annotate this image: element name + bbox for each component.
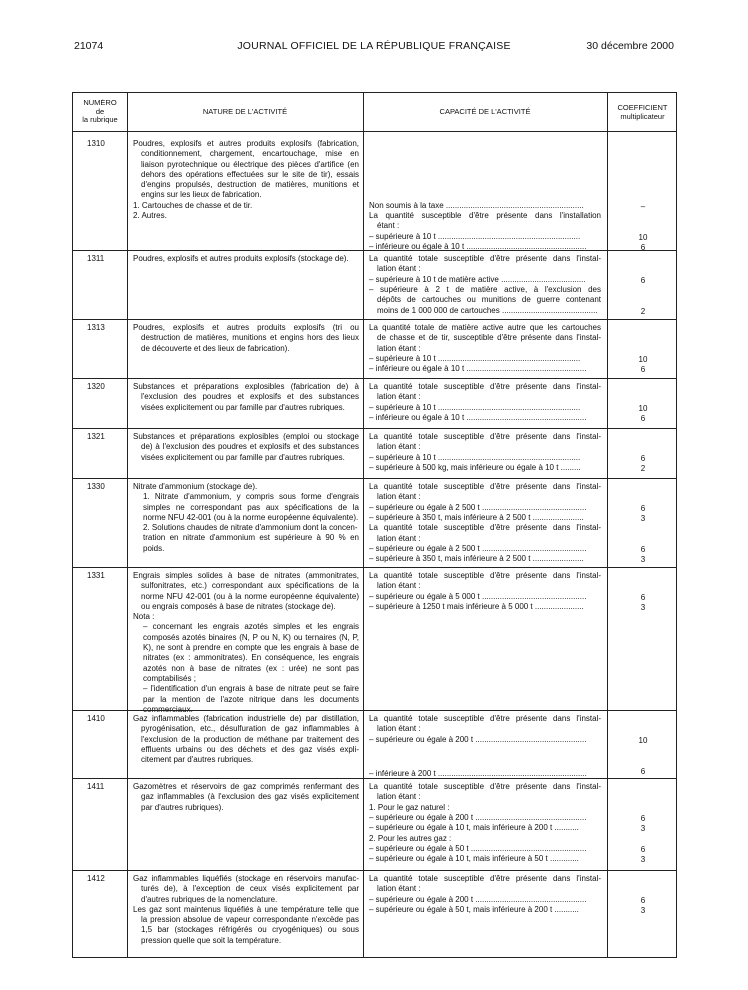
capacity-line: La quantité totale susceptible d'être présente dans l'instal- bbox=[369, 482, 601, 491]
capacity-line: – supérieure à 10 t de matière active ...................................... bbox=[369, 274, 586, 284]
nature-line: conditionnement, chargement, encartouchage, mise en bbox=[141, 149, 359, 159]
header-line: de bbox=[95, 107, 105, 116]
coefficient-value: 3 bbox=[640, 555, 646, 565]
coefficient-value: 10 bbox=[638, 403, 648, 413]
capacity-line: 1. Pour le gaz naturel : bbox=[369, 802, 450, 812]
row-divider bbox=[73, 428, 676, 429]
coefficient-value: 3 bbox=[640, 905, 646, 915]
activity-nature bbox=[133, 432, 359, 463]
capacity-line: – supérieure à 350 t, mais inférieure à 2 500 t ....................... bbox=[369, 512, 584, 522]
capacity-line: dépôts de cartouches ou munitions de guerre contenant bbox=[377, 295, 601, 305]
capacity-line: – supérieure ou égale à 2 500 t ............................................... bbox=[369, 543, 587, 553]
capacity-line: – supérieure ou égale à 10 t, mais inférieure à 50 t ............. bbox=[369, 854, 579, 864]
nature-line: Gazomètres et réservoirs de gaz comprimés renfermant des bbox=[133, 782, 359, 791]
row-divider bbox=[73, 710, 676, 711]
capacity-line: – inférieure à 200 t ................................................................... bbox=[369, 768, 587, 778]
header-line: multiplicateur bbox=[620, 112, 665, 121]
coefficient-value: 6 bbox=[640, 766, 646, 776]
capacity-line: – supérieure ou égale à 200 t .................................................. bbox=[369, 894, 587, 904]
nature-line: Gaz inflammables (fabrication industrielle de) par distillation, bbox=[133, 714, 359, 723]
nature-line: liaison pyrotechnique ou électrique des pièces d'artifice (en bbox=[141, 159, 359, 169]
nature-line: par la mention de l'azote nitrique dans les documents bbox=[143, 694, 359, 704]
nature-line: – concernant les engrais azotés simples et les engrais bbox=[143, 622, 359, 632]
capacity-line: 2. Pour les autres gaz : bbox=[369, 833, 452, 843]
nature-line: azotés non à base de nitrates (ex : urée) ne sont pas bbox=[143, 663, 359, 673]
nature-line: engins sur les lieux de fabrication. bbox=[141, 190, 262, 200]
activity-nature bbox=[133, 139, 359, 221]
coefficient-value: 3 bbox=[640, 855, 646, 865]
capacity-line: – supérieure ou égale à 200 t .................................................. bbox=[369, 812, 587, 822]
capacity-line: de chasse et de tir, susceptible d'être présente dans l'instal- bbox=[377, 333, 601, 343]
activity-nature bbox=[133, 254, 359, 264]
nature-line: 1. Nitrate d'ammonium, y compris sous forme d'engrais bbox=[143, 492, 359, 502]
rubrique-number: 1331 bbox=[87, 571, 105, 580]
coefficient-value: 10 bbox=[638, 354, 648, 364]
coefficient-value: 6 bbox=[640, 453, 646, 463]
coefficient-value: 6 bbox=[640, 592, 646, 602]
coefficient-value: 3 bbox=[640, 513, 646, 523]
nature-line: de) à l'exclusion des poudres et explosifs et des substances bbox=[141, 442, 359, 452]
nature-line: 2. Autres. bbox=[133, 211, 167, 221]
capacity-line: – supérieure à 10 t ................................................................ bbox=[369, 452, 581, 462]
nature-line: Les gaz sont maintenus liquéfiés à une température telle que bbox=[133, 904, 359, 914]
capacity-line: – supérieure ou égale à 5 000 t ............................................... bbox=[369, 591, 587, 601]
rubrique-number: 1313 bbox=[87, 323, 105, 332]
nature-line: pyrogénisation, etc., désulfuration de gaz inflammables à bbox=[141, 724, 359, 734]
header-line: la rubrique bbox=[82, 116, 118, 124]
rubrique-number: 1412 bbox=[87, 874, 105, 883]
row-divider bbox=[73, 319, 676, 320]
nature-line: tration en nitrate d'ammonium est supérieure à 90 % en bbox=[143, 533, 359, 543]
capacity-line: Non soumis à la taxe .............................................................. bbox=[369, 200, 584, 210]
nature-line: Poudres, explosifs et autres produits explosifs (tri ou bbox=[133, 323, 359, 332]
coefficient-value: – bbox=[640, 201, 646, 211]
coefficient-value: 6 bbox=[640, 243, 646, 252]
row-divider bbox=[73, 870, 676, 871]
capacity-line: lation étant : bbox=[377, 343, 421, 353]
activity-nature bbox=[133, 782, 359, 813]
capacity-line: La quantité totale susceptible d'être présente dans l'instal- bbox=[369, 432, 601, 441]
nature-line: pression quelle que soit la température. bbox=[141, 935, 282, 945]
rubrique-number: 1410 bbox=[87, 714, 105, 723]
capacity-line: La quantité totale susceptible d'être présente dans l'instal- bbox=[369, 571, 601, 580]
capacity-line: – inférieure ou égale à 10 t ...................................................... bbox=[369, 241, 587, 251]
rubrique-number: 1321 bbox=[87, 432, 105, 441]
nature-line: nitrates (ex : ammonitrates). En conséquence, les engrais bbox=[143, 653, 359, 663]
column-header-nature: NATURE DE L'ACTIVITÉ bbox=[202, 107, 288, 116]
row-divider bbox=[73, 250, 676, 251]
capacity-line: – supérieure à 10 t ................................................................ bbox=[369, 231, 581, 241]
coefficient-value: 6 bbox=[640, 365, 646, 375]
capacity-line: – inférieure ou égale à 10 t ...................................................... bbox=[369, 412, 587, 422]
nature-line: effluents urbains ou des déchets et des gaz visés expli- bbox=[141, 744, 359, 754]
capacity-line: lation étant : bbox=[377, 884, 421, 894]
activity-nature bbox=[133, 874, 359, 946]
nature-line: norme NFU 42-001 (ou à la norme européenne équivalente) bbox=[141, 591, 359, 601]
nature-line: citement par d'autres rubriques. bbox=[141, 755, 254, 765]
row-divider bbox=[73, 478, 676, 479]
nature-line: Poudres, explosifs et autres produits explosifs (stockage de). bbox=[133, 254, 349, 263]
coefficient-value: 6 bbox=[640, 844, 646, 854]
nature-line: Poudres, explosifs et autres produits explosifs (fabrication, bbox=[133, 139, 359, 148]
capacity-line: lation étant : bbox=[377, 264, 421, 274]
nature-line: Nota : bbox=[133, 612, 155, 622]
coefficient-value: 3 bbox=[640, 602, 646, 612]
capacity-line: La quantité totale de matière active autre que les cartouches bbox=[369, 323, 601, 332]
rubrique-number: 1310 bbox=[87, 139, 105, 148]
capacity-line: lation étant : bbox=[377, 581, 421, 591]
nature-line: Substances et préparations explosibles (fabrication de) à bbox=[133, 382, 359, 391]
column-divider bbox=[607, 93, 608, 957]
capacity-line: – supérieure à 500 kg, mais inférieure ou égale à 10 t ......... bbox=[369, 462, 581, 472]
nature-line: visées explicitement ou par famille par d'autres rubriques. bbox=[141, 452, 345, 462]
column-header-coefficient bbox=[609, 104, 676, 121]
coefficient-value: 6 bbox=[640, 275, 646, 285]
coefficient-value: 6 bbox=[640, 413, 646, 423]
coefficient-value: 10 bbox=[638, 232, 648, 242]
nature-line: l'exclusion des poudres et explosifs et des substances bbox=[141, 392, 359, 402]
coefficient-value: 6 bbox=[640, 503, 646, 513]
activity-nature bbox=[133, 482, 359, 554]
coefficient-value: 3 bbox=[640, 824, 646, 834]
coefficient-value: 6 bbox=[640, 895, 646, 905]
capacity-line: – supérieure ou égale à 2 500 t ............................................... bbox=[369, 502, 587, 512]
coefficient-value: 6 bbox=[640, 813, 646, 823]
rubrique-number: 1330 bbox=[87, 482, 105, 491]
activity-nature bbox=[133, 323, 359, 354]
nature-line: dehors des opérations effectuées sur le site de tir), essais bbox=[141, 169, 359, 179]
capacity-line: – supérieure à 2 t de matière active, à l'exclusion des bbox=[369, 284, 601, 294]
nature-line: simples ne correspondant pas aux spécifications de la bbox=[143, 502, 359, 512]
publication-date: 30 décembre 2000 bbox=[586, 40, 674, 52]
nature-line: – l'identification d'un engrais à base de nitrate peut se faire bbox=[143, 684, 359, 694]
nature-line: d'autres rubriques de la nomenclature. bbox=[141, 894, 278, 904]
row-divider bbox=[73, 778, 676, 779]
nature-line: norme NFU 42-001 (ou à la norme européenne équivalente). bbox=[143, 512, 359, 522]
capacity-line: La quantité totale susceptible d'être présente dans l'instal- bbox=[369, 714, 601, 723]
capacity-line: La quantité totale susceptible d'être présente dans l'instal- bbox=[369, 254, 601, 263]
rubrique-number: 1411 bbox=[87, 782, 105, 791]
row-divider bbox=[73, 567, 676, 568]
rubrique-number: 1311 bbox=[87, 254, 105, 263]
activity-table bbox=[72, 92, 677, 958]
capacity-line: – supérieure à 10 t ................................................................ bbox=[369, 353, 581, 363]
nature-line: de découverte et des lieux de fabrication). bbox=[141, 343, 290, 353]
journal-title: JOURNAL OFFICIEL DE LA RÉPUBLIQUE FRANÇAISE bbox=[237, 40, 511, 52]
row-divider bbox=[73, 378, 676, 379]
capacity-line: La quantité susceptible d'être présente dans l'installation bbox=[369, 211, 601, 221]
nature-line: Nitrate d'ammonium (stockage de). bbox=[133, 482, 258, 491]
capacity-line: – supérieure ou égale à 50 t, mais inférieure à 200 t ........... bbox=[369, 904, 579, 914]
capacity-line: lation étant : bbox=[377, 442, 421, 452]
nature-line: poids. bbox=[143, 543, 165, 553]
capacity-line: – supérieure à 1250 t mais inférieure à 5 000 t ...................... bbox=[369, 601, 584, 611]
coefficient-value: 2 bbox=[640, 306, 646, 316]
capacity-line: lation étant : bbox=[377, 533, 421, 543]
coefficient-value: 10 bbox=[638, 735, 648, 745]
page-number: 21074 bbox=[74, 40, 104, 52]
nature-line: destruction de matières, munitions et engins hors des lieux bbox=[141, 333, 359, 343]
nature-line: 1. Cartouches de chasse et de tir. bbox=[133, 200, 253, 210]
nature-line: gaz inflammables (à l'exclusion des gaz visés explicitement bbox=[141, 792, 359, 802]
nature-line: Gaz inflammables liquéfiés (stockage en réservoirs manufac- bbox=[133, 874, 359, 883]
capacity-line: – supérieure ou égale à 10 t, mais inférieure à 200 t ........... bbox=[369, 823, 579, 833]
column-header-numero bbox=[75, 99, 125, 125]
activity-nature bbox=[133, 714, 359, 765]
nature-line: visées explicitement ou par famille par d'autres rubriques. bbox=[141, 402, 345, 412]
header-divider bbox=[73, 131, 676, 132]
capacity-line: – supérieure à 350 t, mais inférieure à 2 500 t ....................... bbox=[369, 554, 584, 564]
capacity-line: – inférieure ou égale à 10 t ...................................................... bbox=[369, 364, 587, 374]
header-line: NUMÉRO bbox=[83, 99, 117, 107]
nature-line: sulfonitrates, etc.) correspondant aux spécifications de la bbox=[141, 581, 359, 591]
capacity-line: lation étant : bbox=[377, 792, 421, 802]
capacity-line: lation étant : bbox=[377, 492, 421, 502]
nature-line: K), ne sont à prendre en compte que les engrais à base de bbox=[143, 643, 359, 653]
nature-line: composés azotés binaires (N, P ou N, K) ou ternaires (N, P, bbox=[143, 632, 359, 642]
nature-line: Substances et préparations explosibles (emploi ou stockage bbox=[133, 432, 359, 441]
nature-line: commerciaux. bbox=[143, 704, 193, 714]
capacity-line: lation étant : bbox=[377, 724, 421, 734]
capacity-line: – supérieure à 10 t ................................................................ bbox=[369, 402, 581, 412]
nature-line: la pression absolue de vapeur correspondante n'excède pas bbox=[141, 915, 359, 925]
capacity-line: lation étant : bbox=[377, 392, 421, 402]
nature-line: comptabilisés ; bbox=[143, 673, 196, 683]
activity-nature bbox=[133, 571, 359, 715]
capacity-line: étant : bbox=[377, 221, 400, 231]
coefficient-value: 2 bbox=[640, 463, 646, 473]
activity-nature bbox=[133, 382, 359, 413]
nature-line: l'exclusion de la production de méthane par traitement des bbox=[141, 734, 359, 744]
nature-line: par d'autres rubriques). bbox=[141, 802, 224, 812]
capacity-line: – supérieure ou égale à 50 t .................................................... bbox=[369, 843, 587, 853]
coefficient-value: 6 bbox=[640, 544, 646, 554]
capacity-line: moins de 1 000 000 de cartouches ........................................... bbox=[377, 305, 598, 315]
nature-line: 1,5 bar (stockages réfrigérés ou cryogéniques) ou sous bbox=[141, 925, 359, 935]
header-line: COEFFICIENT bbox=[617, 104, 668, 112]
nature-line: Engrais simples solides à base de nitrates (ammonitrates, bbox=[133, 571, 359, 580]
capacity-line: – supérieure ou égale à 200 t .................................................. bbox=[369, 734, 587, 744]
column-header-capacite: CAPACITÉ DE L'ACTIVITÉ bbox=[439, 107, 531, 116]
nature-line: ou engrais composés à base de nitrates (stockage de). bbox=[141, 601, 336, 611]
nature-line: turés de), à l'exception de ceux visés explicitement par bbox=[141, 884, 359, 894]
nature-line: 2. Solutions chaudes de nitrate d'ammonium dont la concen- bbox=[143, 523, 358, 533]
nature-line: d'engins propulsés, destruction de matières, munitions et bbox=[141, 180, 359, 190]
capacity-line: La quantité totale susceptible d'être présente dans l'instal- bbox=[369, 523, 601, 533]
column-divider bbox=[363, 93, 364, 957]
capacity-line: La quantité totale susceptible d'être présente dans l'instal- bbox=[369, 782, 601, 791]
capacity-line: La quantité totale susceptible d'être présente dans l'instal- bbox=[369, 874, 601, 883]
capacity-line: La quantité totale susceptible d'être présente dans l'instal- bbox=[369, 382, 601, 391]
page-header bbox=[74, 40, 674, 56]
column-divider bbox=[127, 93, 128, 957]
rubrique-number: 1320 bbox=[87, 382, 105, 391]
